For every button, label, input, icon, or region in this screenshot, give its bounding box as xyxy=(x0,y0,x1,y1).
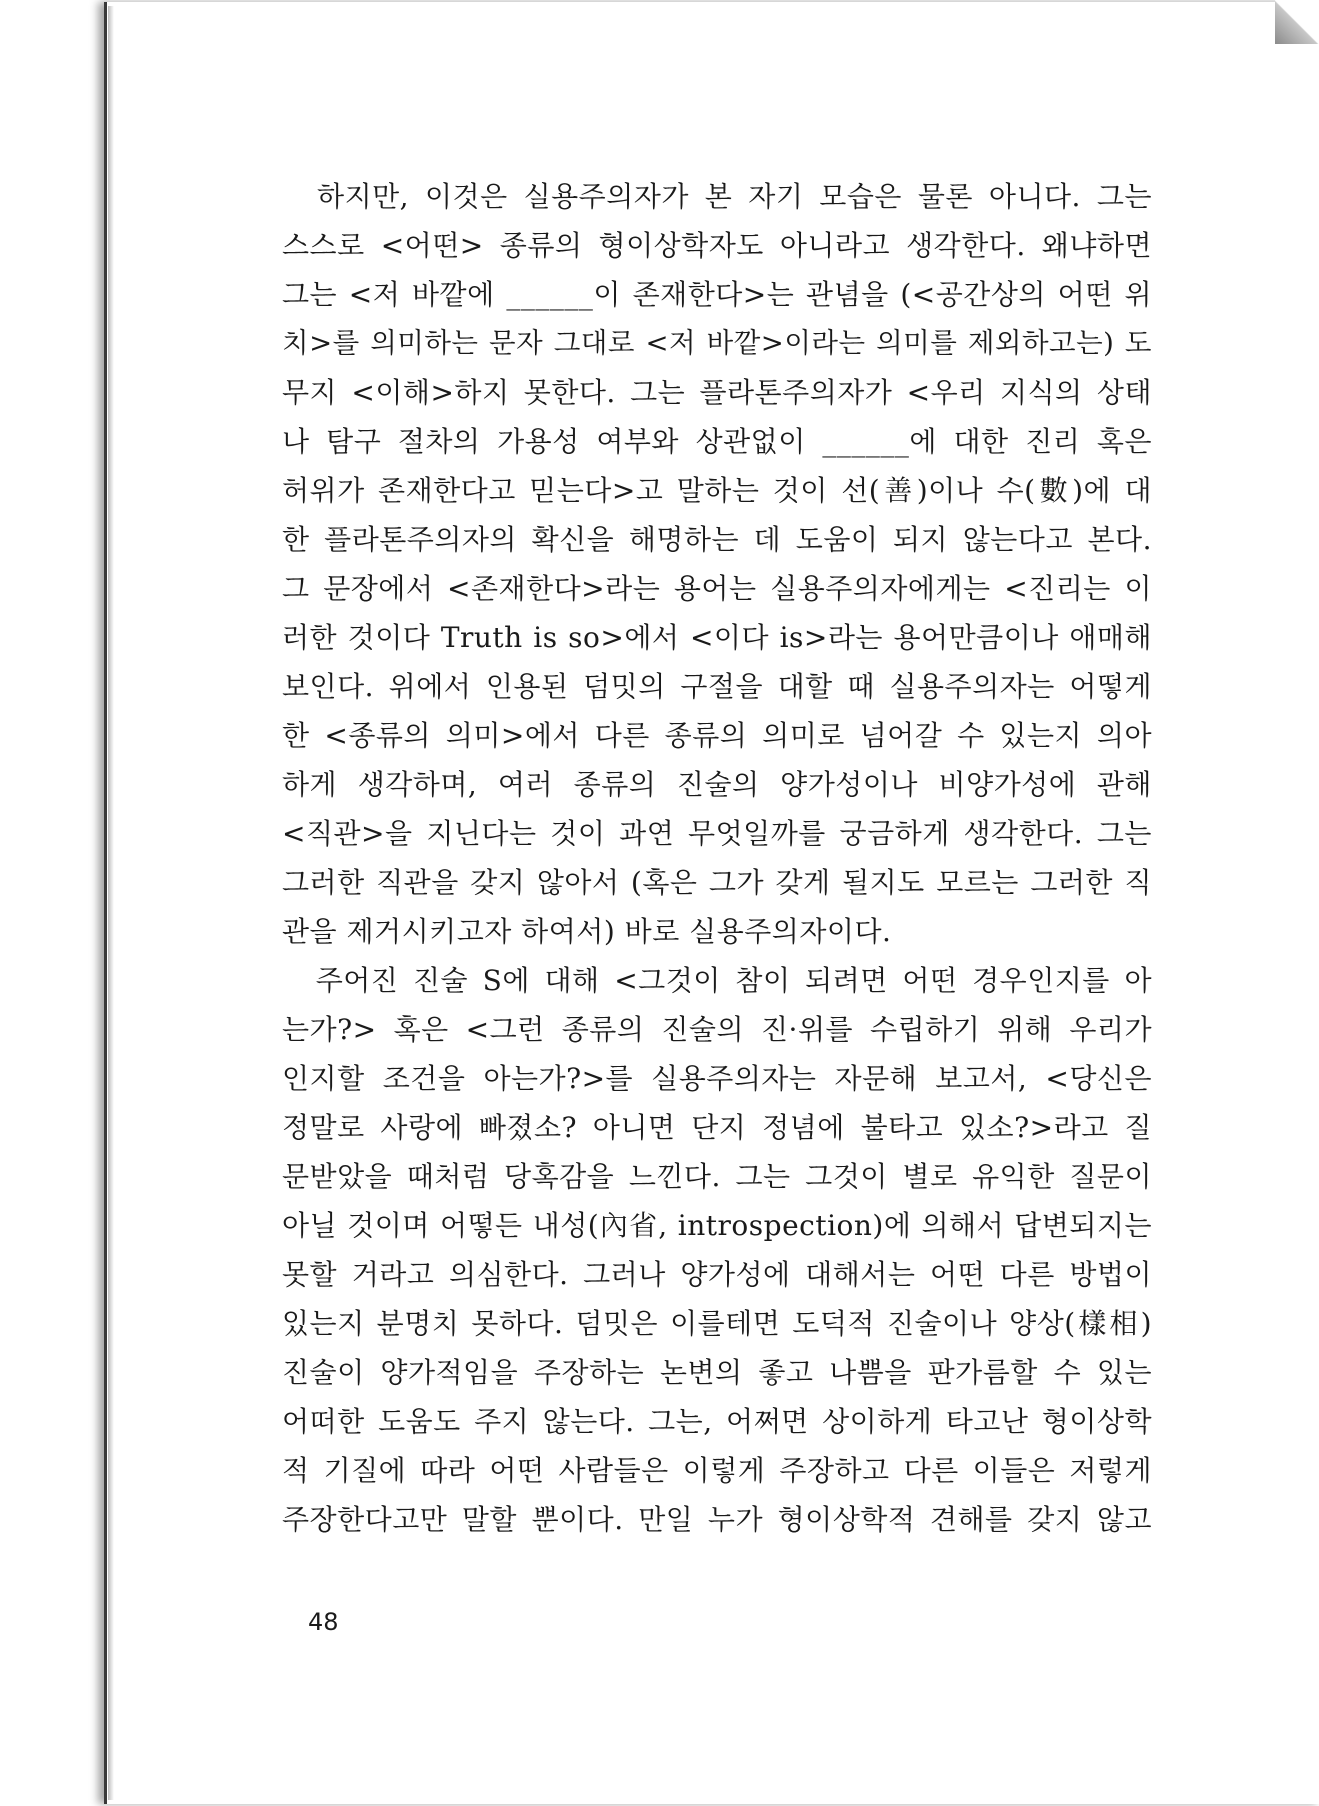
text-line: 주어진 진술 S에 대해 <그것이 참이 되려면 어떤 경우인지를 아 xyxy=(282,964,1152,997)
paragraph-end-line: 관을 제거시키고자 하여서) 바로 실용주의자이다. xyxy=(282,915,892,948)
text-line: 그 문장에서 <존재한다>라는 용어는 실용주의자에게는 <진리는 이 xyxy=(282,572,1152,605)
text-line: 적 기질에 따라 어떤 사람들은 이렇게 주장하고 다른 이들은 저렇게 xyxy=(282,1454,1152,1487)
text-line: 아닐 것이며 어떻든 내성(內省, introspection)에 의해서 답변되지는 xyxy=(282,1209,1152,1242)
text-line: 러한 것이다 Truth is so>에서 <이다 is>라는 용어만큼이나 애매해 xyxy=(282,621,1152,654)
page-binding-edge xyxy=(108,6,114,1800)
text-line: 그는 <저 바깥에 ______이 존재한다>는 관념을 (<공간상의 어떤 위 xyxy=(282,278,1152,311)
text-line: 한 플라톤주의자의 확신을 해명하는 데 도움이 되지 않는다고 본다. xyxy=(282,523,1152,556)
text-line: 허위가 존재한다고 믿는다>고 말하는 것이 선(善)이나 수(數)에 대 xyxy=(282,474,1152,507)
text-line: 어떠한 도움도 주지 않는다. 그는, 어쩌면 상이하게 타고난 형이상학 xyxy=(282,1405,1152,1438)
text-line: 치>를 의미하는 문자 그대로 <저 바깥>이라는 의미를 제외하고는) 도 xyxy=(282,327,1152,359)
text-line: <직관>을 지닌다는 것이 과연 무엇일까를 궁금하게 생각한다. 그는 xyxy=(282,817,1152,850)
text-line: 는가?> 혹은 <그런 종류의 진술의 진·위를 수립하기 위해 우리가 xyxy=(282,1013,1152,1046)
text-line: 진술이 양가적임을 주장하는 논변의 좋고 나쁨을 판가름할 수 있는 xyxy=(282,1356,1152,1389)
text-line: 한 <종류의 의미>에서 다른 종류의 의미로 넘어갈 수 있는지 의아 xyxy=(282,719,1152,752)
text-line: 하게 생각하며, 여러 종류의 진술의 양가성이나 비양가성에 관해 xyxy=(282,768,1152,801)
text-line: 무지 <이해>하지 못한다. 그는 플라톤주의자가 <우리 지식의 상태 xyxy=(282,376,1152,409)
text-line: 나 탐구 절차의 가용성 여부와 상관없이 ______에 대한 진리 혹은 xyxy=(282,425,1152,458)
text-line: 못할 거라고 의심한다. 그러나 양가성에 대해서는 어떤 다른 방법이 xyxy=(282,1258,1152,1291)
text-line: 주장한다고만 말할 뿐이다. 만일 누가 형이상학적 견해를 갖지 않고 xyxy=(282,1503,1152,1536)
text-line: 문받았을 때처럼 당혹감을 느낀다. 그는 그것이 별로 유익한 질문이 xyxy=(282,1160,1152,1193)
page-corner xyxy=(1275,0,1319,44)
text-line: 인지할 조건을 아는가?>를 실용주의자는 자문해 보고서, <당신은 xyxy=(282,1062,1152,1095)
page-number: 48 xyxy=(308,1608,339,1636)
text-line: 있는지 분명치 못하다. 덤밋은 이를테면 도덕적 진술이나 양상(樣相) xyxy=(282,1307,1152,1340)
text-line: 하지만, 이것은 실용주의자가 본 자기 모습은 물론 아니다. 그는 xyxy=(282,180,1152,213)
text-line: 보인다. 위에서 인용된 덤밋의 구절을 대할 때 실용주의자는 어떻게 xyxy=(282,670,1152,703)
text-line: 스스로 <어떤> 종류의 형이상학자도 아니라고 생각한다. 왜냐하면 xyxy=(282,229,1152,262)
text-line: 정말로 사랑에 빠졌소? 아니면 단지 정념에 불타고 있소?>라고 질 xyxy=(282,1111,1152,1144)
body-text xyxy=(282,172,1152,1544)
text-line: 그러한 직관을 갖지 않아서 (혹은 그가 갖게 될지도 모르는 그러한 직 xyxy=(282,866,1152,899)
